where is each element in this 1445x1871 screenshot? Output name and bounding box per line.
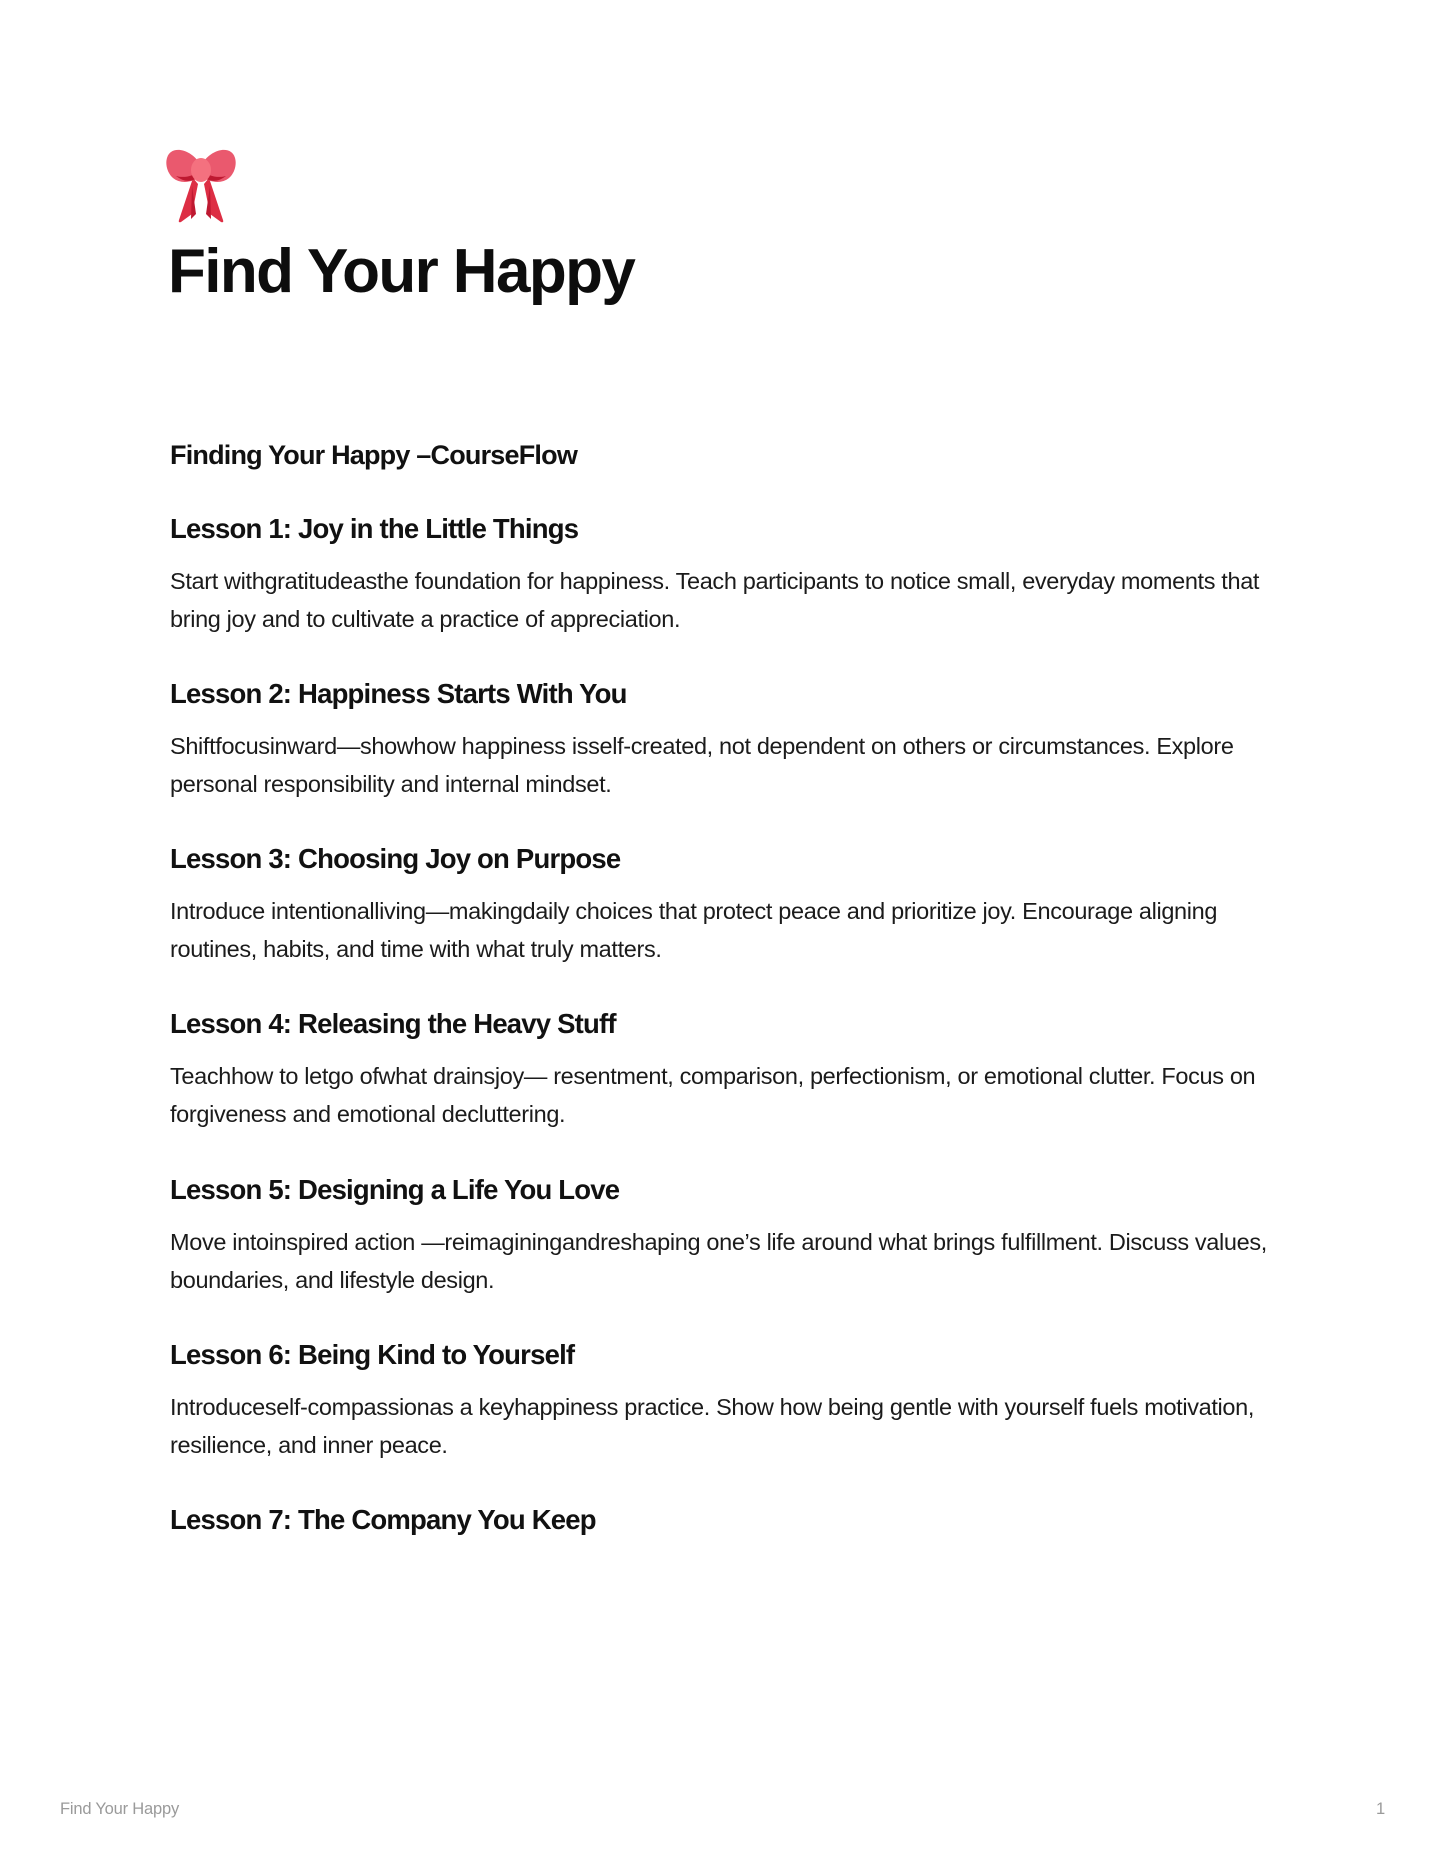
lesson-2-body: Shiftfocusinward—showhow happiness isself-created, not dependent on others or circumstances. Explore personal responsibility and internal mindset. [170,733,1240,798]
lesson-5-body: Move intoinspired action —reimaginingandreshaping one’s life around what brings fulfillment. Discuss values, boundaries, and lifestyle design. [170,1228,1274,1293]
ribbon-bow-icon [162,138,240,226]
lesson-6-body: Introduceself-compassionas a keyhappiness practice. Show how being gentle with yourself fuels motivation, resilience, and inner peace. [170,1393,1261,1458]
lesson-6-heading: Lesson 6: Being Kind to Yourself [170,1338,575,1370]
lesson-7-heading: Lesson 7: The Company You Keep [170,1503,596,1535]
lesson-6-section [170,1339,1285,1464]
document-body [170,440,1285,1553]
lesson-1-section [170,513,1285,638]
lesson-4-heading: Lesson 4: Releasing the Heavy Stuff [170,1008,616,1040]
section-heading: Finding Your Happy –CourseFlow [170,440,578,470]
lesson-5-section [170,1174,1285,1299]
lesson-4-section [170,1008,1285,1133]
document-header [168,138,1268,306]
lesson-1-heading: Lesson 1: Joy in the Little Things [170,513,579,544]
page-footer [60,1800,1385,1819]
lesson-2-section [170,678,1285,803]
lesson-3-section [170,843,1285,968]
footer-document-name: Find Your Happy [60,1800,180,1818]
lesson-5-heading: Lesson 5: Designing a Life You Love [170,1173,620,1205]
lesson-3-body: Introduce intentionalliving—makingdaily choices that protect peace and prioritize joy. Encourage aligning routines, habits, and time with what truly matters. [170,898,1224,963]
lesson-4-body: Teachhow to letgo ofwhat drainsjoy— resentment, comparison, perfectionism, or emotional clutter. Focus on forgiveness and emotional decluttering. [170,1063,1262,1128]
footer-page-number: 1 [1376,1800,1385,1818]
lesson-3-heading: Lesson 3: Choosing Joy on Purpose [170,843,621,875]
lesson-2-heading: Lesson 2: Happiness Starts With You [170,678,627,710]
lesson-1-body: Start withgratitudeasthe foundation for happiness. Teach participants to notice small, everyday moments that bring joy and to cultivate a practice of appreciation. [170,568,1266,633]
page-title: Find Your Happy [168,237,635,306]
lesson-7-section [170,1504,1285,1536]
